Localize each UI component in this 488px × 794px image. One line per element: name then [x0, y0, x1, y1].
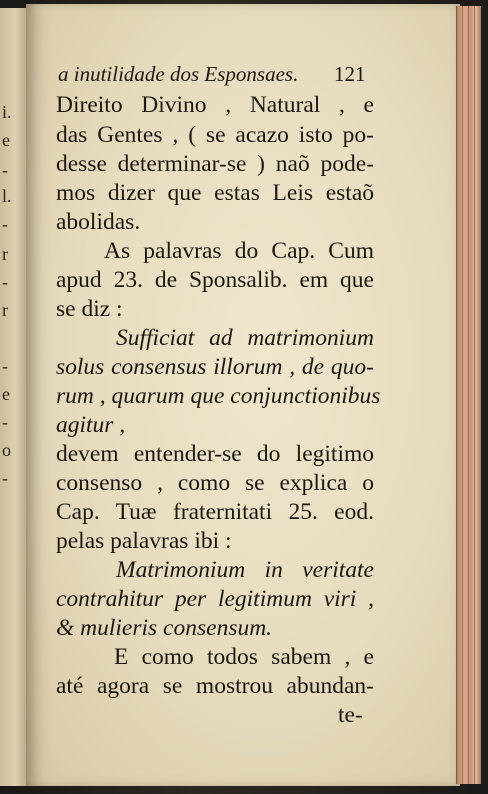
facing-page-fragment: l.: [2, 186, 12, 206]
facing-page-fragment: -: [2, 160, 8, 180]
running-title: a inutilidade dos Esponsaes.: [58, 62, 299, 86]
text-line: [104, 236, 374, 266]
facing-page-fragment: o: [2, 440, 11, 460]
text-line: E como todos sabem , e: [114, 644, 374, 670]
facing-page-fragment: r: [2, 244, 8, 264]
text-line-content: As palavras do Cap. Cum: [104, 238, 374, 264]
latin-quote-line: & mulieris consensum.: [56, 615, 273, 641]
latin-quote-line: rum , quarum que conjunctionibus: [56, 383, 381, 409]
page-number: 121: [334, 62, 366, 86]
text-line: consenso , como se explica o: [56, 470, 374, 496]
facing-page-fragment: r: [2, 300, 8, 320]
running-header: [58, 60, 374, 88]
text-line: Cap. Tuæ fraternitati 25. eod.: [56, 499, 374, 525]
facing-page-fragment: -: [2, 214, 8, 234]
facing-page-fragment: i.: [2, 102, 12, 122]
text-line: desse determinar-se ) naõ pode-: [56, 151, 374, 177]
latin-quote-line: agitur ,: [56, 412, 126, 438]
text-line: abolidas.: [56, 209, 141, 235]
text-line: até agora se mostrou abundan-: [56, 673, 374, 699]
text-line: Direito Divino , Natural , e: [56, 92, 374, 118]
facing-page-fragment: e: [2, 130, 10, 150]
catchword: te-: [338, 702, 363, 728]
facing-page-fragment: e: [2, 384, 10, 404]
text-line: mos dizer que estas Leis estaõ: [56, 180, 374, 206]
latin-quote-line: Sufficiat ad matrimonium: [116, 325, 374, 351]
facing-page-fragment: -: [2, 356, 8, 376]
facing-page-fragment: -: [2, 412, 8, 432]
text-line: pelas palavras ibi :: [56, 528, 232, 554]
facing-page-fragment: -: [2, 272, 8, 292]
text-line: das Gentes , ( se acazo isto po-: [56, 122, 374, 148]
text-line: se diz :: [56, 296, 123, 322]
latin-quote-line: solus consensus illorum , de quo-: [56, 354, 374, 380]
text-line: apud 23. de Sponsalib. em que: [56, 267, 374, 293]
facing-page-fragment: -: [2, 468, 8, 488]
latin-quote-line: Matrimonium in veritate: [116, 557, 374, 583]
latin-quote-line: contrahitur per legitimum viri ,: [56, 586, 374, 612]
text-line: devem entender-se do legitimo: [56, 441, 374, 467]
